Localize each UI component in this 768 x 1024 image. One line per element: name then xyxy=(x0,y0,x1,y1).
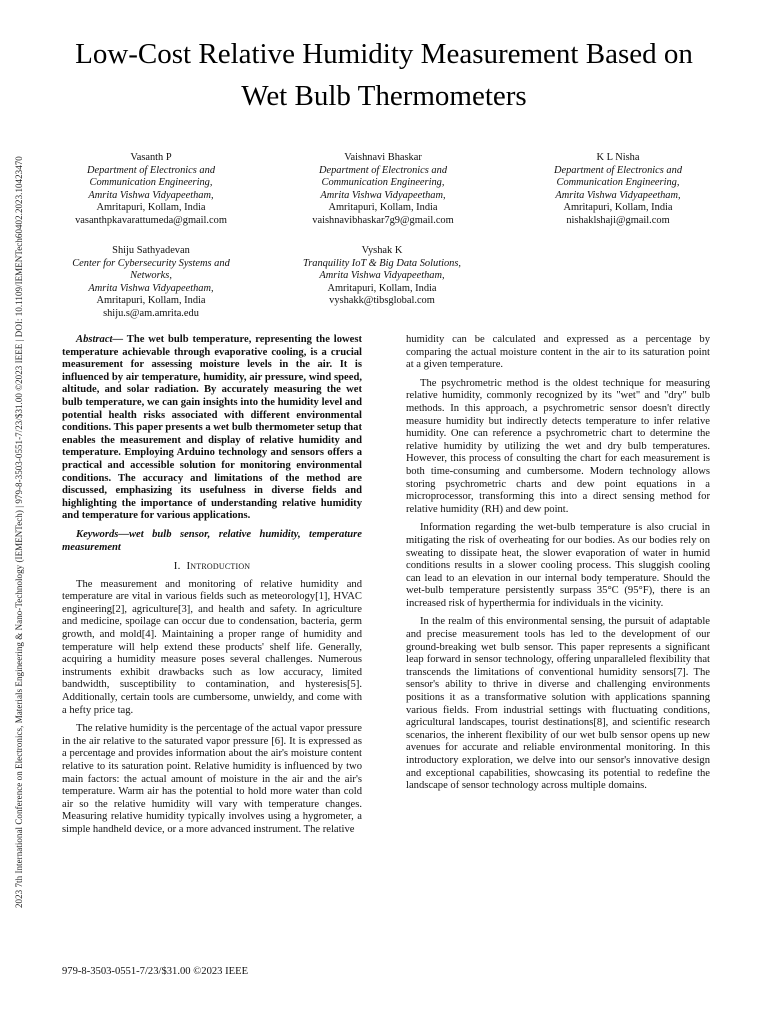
section-number: I. xyxy=(173,560,181,573)
body-paragraph: The measurement and monitoring of relative humidity and temperature are vital in various fields such as meteorology[1], HVAC engineering[2], agriculture[3], and health and safety. In agriculture and medicine, spoilage can occur due to condensation, bacteria, germ growth, and mold[4]. Maintaining a proper range of humidity and temperature will help extend these products' shelf life. Generally, acquiring a humidity measure poses several challenges. Numerous instruments exhibit drawbacks such as low accuracy, limited bandwidth, susceptibility to contamination, and hysteresis[5]. Additionally, certain tools are cumbersome, unwieldy, and come with a hefty price tag. xyxy=(62,578,362,716)
author-affiliation: Communication Engineering, xyxy=(321,177,445,189)
author-affiliation: Amrita Vishwa Vidyapeetham, xyxy=(319,270,445,282)
side-note-text: 2023 7th International Conference on Electronics, Materials Engineering & Nano-Technology (IEMENTech) | 979-8-3503-0551-7/23/$31.00 ©2023 IEEE | DOI: 10.1109/IEMENTech60402.2023.10423470 xyxy=(14,156,24,908)
author-email: vaishnavibhaskar7g9@gmail.com xyxy=(312,214,454,226)
author-affiliation: Networks, xyxy=(130,270,172,282)
author-affiliation: Amrita Vishwa Vidyapeetham, xyxy=(320,189,446,201)
author-affiliation: Amrita Vishwa Vidyapeetham, xyxy=(88,189,214,201)
author-block xyxy=(60,152,242,228)
body-paragraph: humidity can be calculated and expressed as a percentage by comparing the actual moisture content in the air to its saturation point at a given temperature. xyxy=(406,334,710,371)
author-location: Amritapuri, Kollam, India xyxy=(327,282,437,294)
keywords: Keywords—wet bulb sensor, relative humidity, temperature measurement xyxy=(62,528,362,553)
body-paragraph: Information regarding the wet-bulb temperature is also crucial in mitigating the risk of overheating for our bodies. As our bodies rely on sweating to dissipate heat, the slower evaporation of water in humid conditions results in a slower cooling process. This sluggish cooling can lead to an elevation in our internal body temperature. Should the wet-bulb temperature persistently surpass 35°C (95°F), there is an increased risk of hyperthermia for individuals in the vicinity. xyxy=(406,522,710,609)
author-name: Shiju Sathyadevan xyxy=(112,245,190,256)
author-affiliation: Communication Engineering, xyxy=(89,177,213,189)
author-location: Amritapuri, Kollam, India xyxy=(96,202,206,214)
abstract-label: Abstract— xyxy=(76,334,124,345)
author-location: Amritapuri, Kollam, India xyxy=(563,202,673,214)
body-paragraph: In the realm of this environmental sensing, the pursuit of adaptable and precise measurement tools has led to the development of our ground-breaking wet bulb sensor. This paper represents a significant leap forward in sensor technology, offering unparalleled flexibility that transcends the limitations of conventional humidity sensors[7]. The sensor's ability to thrive in diverse and challenging environments positions it as a transformative solution with applications spanning various fields. From industrial settings with fluctuating conditions, agricultural landscapes, tourist destinations[8], and scientific research scenarios, the inherent flexibility of our wet bulb sensor opens up new avenues for accurate and reliable environmental monitoring. In this introductory exploration, we delve into our sensor's innovative design and exceptional capabilities, showcasing its potential to redefine the landscape of sensor technology across multiple domains. xyxy=(406,616,710,792)
author-email: nishaklshaji@gmail.com xyxy=(566,214,670,226)
abstract-text: The wet bulb temperature, representing the lowest temperature achievable through evaporative cooling, is a crucial measurement for assessing moisture levels in the air. It is influenced by air temperature, humidity, air pressure, wind speed, altitude, and solar radiation. By accurately measuring the wet bulb temperature, we can gain insights into the humidity level and potential health risks associated with different environmental conditions. This paper presents a wet bulb thermometer setup that enables the measurement and display of relative humidity and temperature. Employing Arduino technology and sensors offers a practical and accessible solution for monitoring environmental conditions. The accuracy and limitations of the method are discussed, emphasizing its usefulness in diverse fields and highlighting the importance of understanding relative humidity and temperature for various applications. xyxy=(62,334,362,522)
author-affiliation: Amrita Vishwa Vidyapeetham, xyxy=(555,189,681,201)
author-block xyxy=(528,152,708,228)
author-affiliation: Tranquility IoT & Big Data Solutions, xyxy=(303,257,461,269)
author-email: vasanthpkavarattumeda@gmail.com xyxy=(75,214,227,226)
author-block xyxy=(52,245,250,321)
author-email: vyshakk@tibsglobal.com xyxy=(329,295,435,307)
author-name: K L Nisha xyxy=(596,152,640,163)
author-name: Vyshak K xyxy=(361,245,403,256)
author-location: Amritapuri, Kollam, India xyxy=(96,295,206,307)
author-name: Vasanth P xyxy=(130,152,172,163)
author-affiliation: Department of Electronics and xyxy=(86,164,216,176)
paper-title: Low-Cost Relative Humidity Measurement Based on Wet Bulb Thermometers xyxy=(75,38,693,112)
author-affiliation: Department of Electronics and xyxy=(318,164,448,176)
conference-side-note xyxy=(2,108,24,908)
author-block xyxy=(284,245,480,308)
body-paragraph: The relative humidity is the percentage of the actual vapor pressure in the air relative to the saturated vapor pressure [6]. It is expressed as a percentage and provides information about the air's moisture content relative to its saturation point. Relative humidity is influenced by two main factors: the actual amount of moisture in the air and the air's temperature. Warm air has the potential to hold more water than cold air so the relative humidity will vary with temperature changes. Measuring relative humidity typically involves using a hygrometer, a simple handheld device, or a more advanced instrument. The relative xyxy=(62,723,362,835)
right-column xyxy=(406,334,710,799)
left-column xyxy=(62,334,362,843)
page-footer: 979-8-3503-0551-7/23/$31.00 ©2023 IEEE xyxy=(62,966,249,977)
section-heading xyxy=(62,560,362,573)
author-affiliation: Communication Engineering, xyxy=(556,177,680,189)
abstract xyxy=(62,334,362,523)
author-location: Amritapuri, Kollam, India xyxy=(328,202,438,214)
author-affiliation: Department of Electronics and xyxy=(553,164,683,176)
author-affiliation: Center for Cybersecurity Systems and xyxy=(72,257,230,269)
author-name: Vaishnavi Bhaskar xyxy=(344,152,422,163)
body-paragraph: The psychrometric method is the oldest technique for measuring relative humidity, commonly recognized by its "wet" and "dry" bulb methods. In this approach, a psychrometric sensor doesn't directly measure humidity but indirectly detects temperature to infer relative humidity. One can reference a psychrometric chart to determine the relative humidity by utilizing the wet and dry bulb temperatures. However, this process of consulting the chart for each measurement is both time-consuming and cumbersome. Modern technology allows storing psychrometric charts and dew point equations in a microprocessor, transforming this into a direct sensing method for relative humidity (RH) and dew point. xyxy=(406,377,710,515)
author-email: shiju.s@am.amrita.edu xyxy=(103,307,199,319)
section-title: Introduction xyxy=(186,560,251,573)
author-affiliation: Amrita Vishwa Vidyapeetham, xyxy=(88,282,214,294)
author-block xyxy=(290,152,476,228)
